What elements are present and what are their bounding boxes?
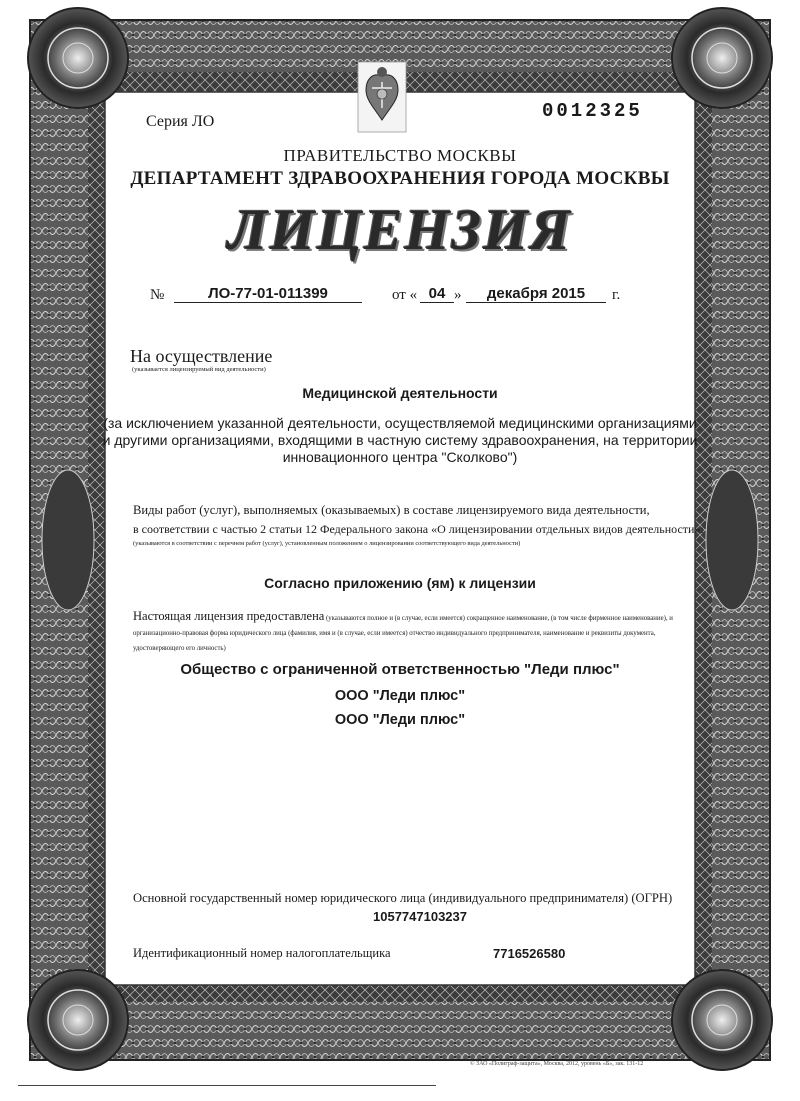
organization-brand-name: ООО "Леди плюс" (334, 712, 466, 728)
serial-number: 0012325 (542, 100, 643, 122)
purpose-note: (указывается лицензируемый вид деятельности) (132, 366, 266, 373)
works-heading-line-1: Виды работ (услуг), выполняемых (оказываемых) в составе лицензируемого вида деятельности, (133, 503, 650, 517)
from-label: от « (392, 287, 418, 303)
close-quote: » (454, 287, 462, 303)
granted-block (133, 609, 673, 656)
license-number: ЛО-77-01-011399 (174, 285, 362, 303)
per-appendix-text: Согласно приложению (ям) к лицензии (264, 575, 536, 591)
granted-note: (указываются полное и (в случае, если имеется) сокращенное наименование, (в том числе фирменное наименование), и организационно-правовая форма юридического лица (фамилия, имя и (в случае, если имеется) отчество индивидуального предпринимателя, наименование и реквизиты документа, удостоверяющего его личность) (133, 615, 673, 652)
month-year-value: декабря 2015 (466, 285, 606, 303)
series-label: Серия ЛО (146, 113, 215, 130)
ogrn-value: 1057747103237 (373, 909, 467, 924)
printer-footnote: © ЗАО «Полиграф-защита», Москва, 2012, уровень «Б», зак. 131-12 (470, 1061, 644, 1067)
granted-lead: Настоящая лицензия предоставлена (133, 609, 325, 623)
coat-of-arms-icon (358, 62, 406, 132)
document-title: ЛИЦЕНЗИЯ (227, 197, 573, 262)
government-heading: ПРАВИТЕЛЬСТВО МОСКВЫ (283, 146, 517, 165)
inn-value: 7716526580 (493, 946, 566, 961)
ogrn-label: Основной государственный номер юридического лица (индивидуального предпринимателя) (ОГРН) (133, 891, 673, 905)
license-number-row (150, 285, 640, 309)
activity-exclusion: (за исключением указанной деятельности, осуществляемой медицинскими организациями и другими организациями, входящими в частную систему здравоохранения, на территории инновационного центра "Сколково") (102, 415, 698, 465)
bottom-divider (18, 1085, 436, 1086)
organization-short-name: ООО "Леди плюс" (334, 688, 466, 704)
works-heading-line-2: в соответствии с частью 2 статьи 12 Федерального закона «О лицензировании отдельных видов деятельности»: (133, 522, 704, 536)
works-note: (указываются в соответствии с перечнем работ (услуг), установленным положением о лицензировании соответствующего вида деятельности) (133, 540, 521, 547)
year-suffix: г. (612, 287, 621, 303)
inn-label: Идентификационный номер налогоплательщика (133, 946, 391, 960)
day-value: 04 (420, 285, 454, 303)
organization-full-name: Общество с ограниченной ответственностью "Леди плюс" (180, 661, 620, 678)
department-heading: ДЕПАРТАМЕНТ ЗДРАВООХРАНЕНИЯ ГОРОДА МОСКВЫ (130, 168, 670, 189)
activity-type: Медицинской деятельности (302, 385, 498, 401)
purpose-label: На осуществление (130, 346, 273, 366)
number-sign: № (150, 287, 165, 303)
